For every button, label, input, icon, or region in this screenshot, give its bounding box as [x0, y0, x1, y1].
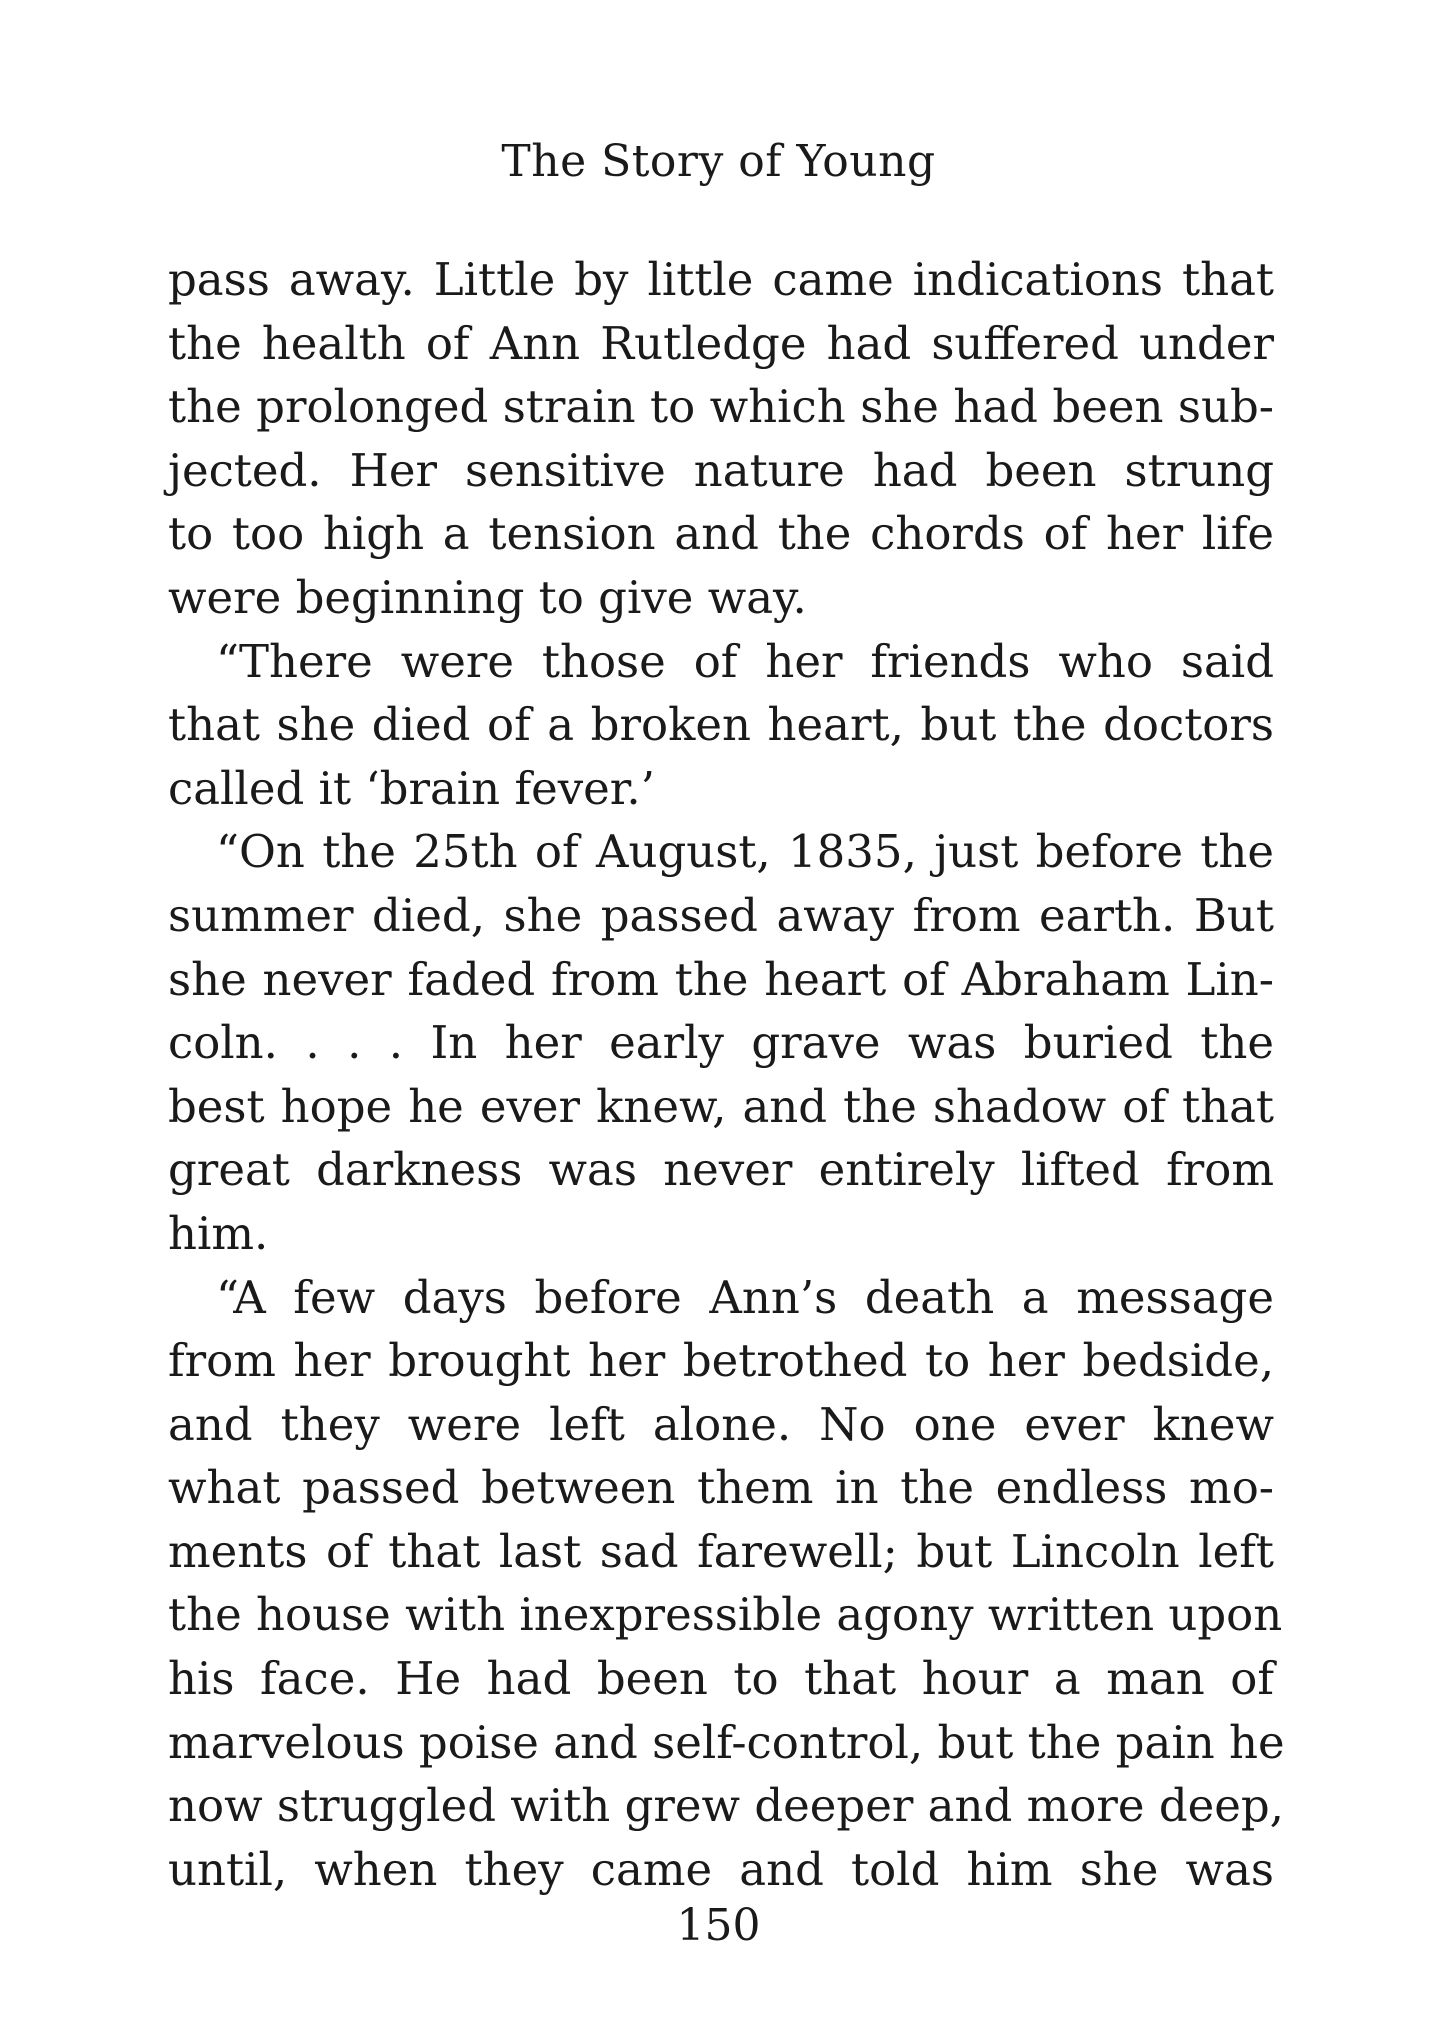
text-line: him.	[168, 1206, 269, 1260]
text-line: from her brought her betrothed to her bedside,	[168, 1334, 1274, 1388]
text-line: great darkness was never entirely lifted from	[168, 1143, 1274, 1197]
page-number: 150	[676, 1900, 761, 1951]
text-line: marvelous poise and self-control, but the pain he	[168, 1715, 1285, 1769]
text-line: to too high a tension and the chords of her life	[168, 507, 1274, 561]
text-line: the prolonged strain to which she had been sub-	[168, 380, 1274, 434]
text-line: she never faded from the heart of Abraham Lin-	[168, 952, 1274, 1006]
body-text	[168, 248, 1285, 1901]
text-line: jected. Her sensitive nature had been strung	[168, 443, 1274, 497]
running-head: The Story of Young	[501, 136, 936, 187]
text-line: and they were left alone. No one ever knew	[168, 1397, 1274, 1451]
text-line: what passed between them in the endless mo-	[168, 1461, 1274, 1515]
text-line: summer died, she passed away from earth. But	[168, 888, 1274, 942]
text-line: pass away. Little by little came indications that	[168, 253, 1274, 306]
text-line: best hope he ever knew, and the shadow of that	[168, 1079, 1274, 1133]
text-line: that she died of a broken heart, but the doctors	[168, 698, 1274, 752]
text-line: “A few days before Ann’s death a message	[216, 1270, 1274, 1324]
text-line: the health of Ann Rutledge had suffered under	[168, 316, 1274, 370]
text-line: the house with inexpressible agony written upon	[168, 1588, 1283, 1642]
text-line: ments of that last sad farewell; but Lincoln left	[168, 1524, 1274, 1578]
text-line: now struggled with grew deeper and more deep,	[168, 1779, 1284, 1833]
text-line: until, when they came and told him she was	[168, 1842, 1274, 1896]
text-line: coln. . . . In her early grave was buried the	[168, 1016, 1274, 1070]
text-line: his face. He had been to that hour a man of	[168, 1652, 1274, 1706]
text-line: called it ‘brain fever.’	[168, 761, 655, 815]
text-line: were beginning to give way.	[168, 570, 807, 624]
text-line: “On the 25th of August, 1835, just before the	[216, 825, 1274, 879]
text-line: “There were those of her friends who said	[216, 634, 1274, 688]
